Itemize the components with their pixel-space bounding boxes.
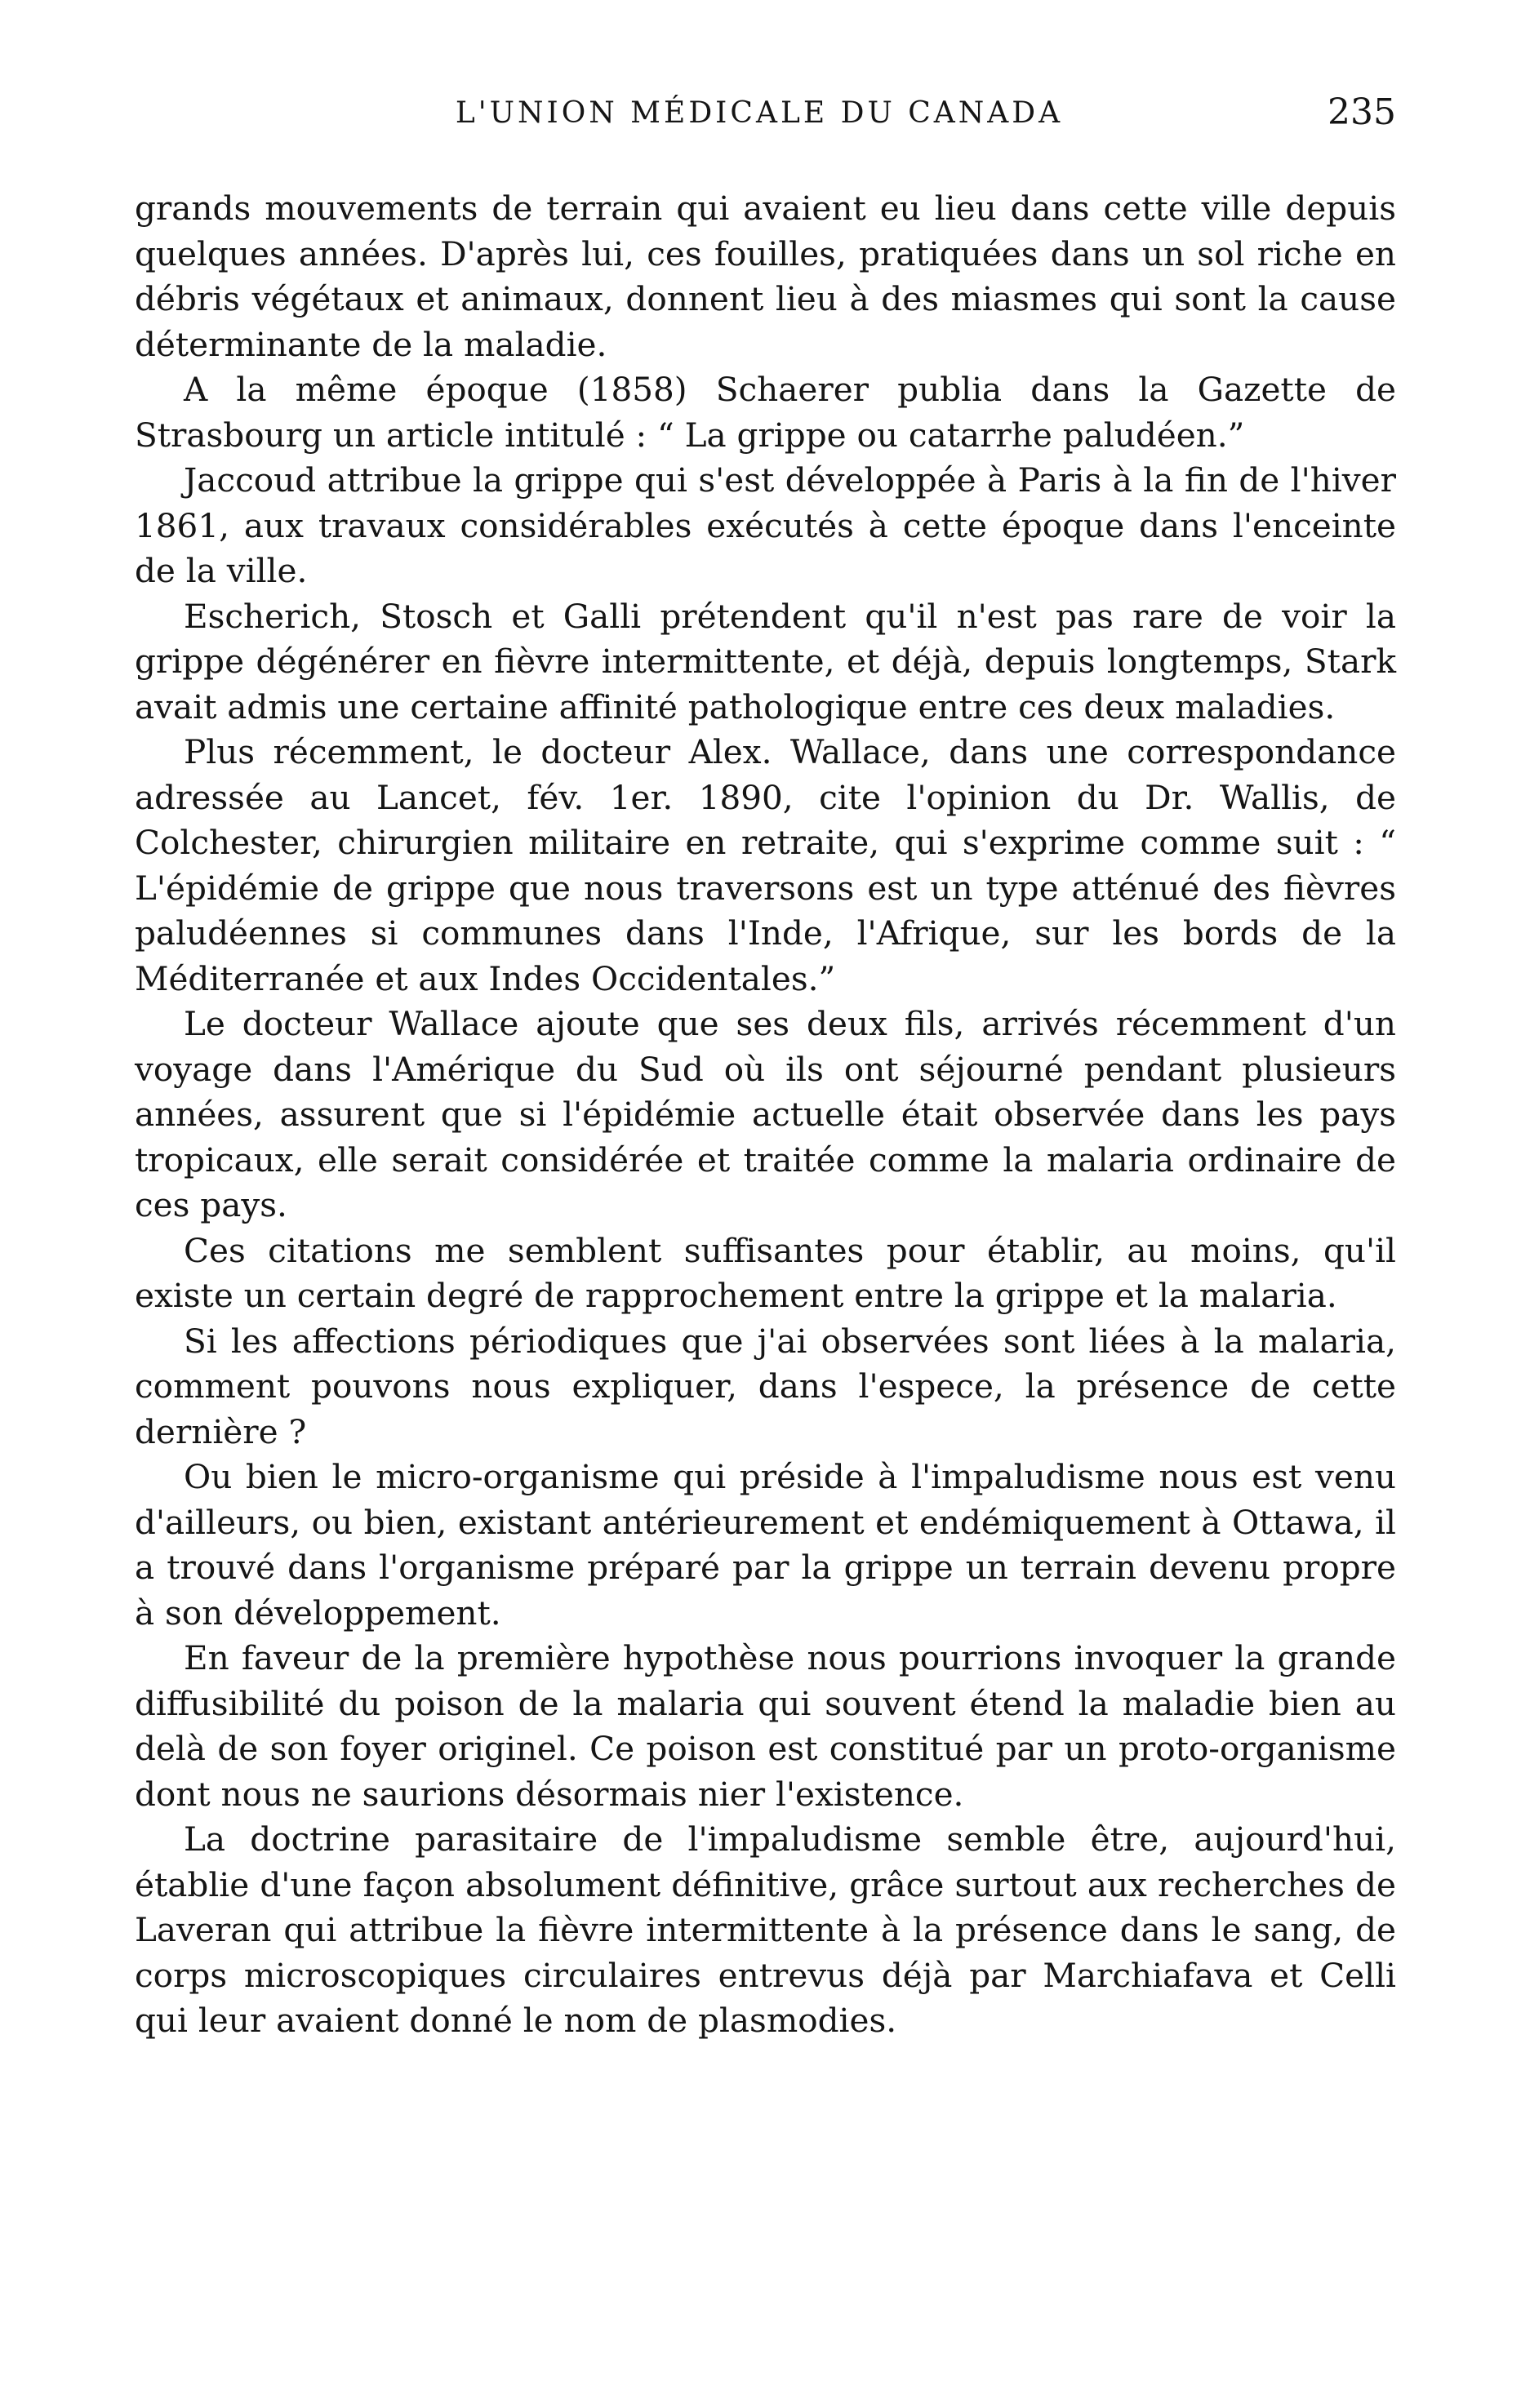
running-head	[122, 91, 1396, 145]
journal-title: L'UNION MÉDICALE DU CANADA	[455, 96, 1064, 130]
paragraph: Ou bien le micro-organisme qui préside à l'impaludisme nous est venu d'ailleurs, ou bien, existant antérieurement et endémiquement à Ottawa, il a trouvé dans l'organisme préparé par la grippe un terrain devenu propre à son développement.	[135, 1457, 1396, 1633]
paragraph: Si les affections périodiques que j'ai observées sont liées à la malaria, comment pouvons nous expliquer, dans l'espece, la présence de cette dernière ?	[135, 1321, 1396, 1451]
paragraph: La doctrine parasitaire de l'impaludisme semble être, aujourd'hui, établie d'une façon absolument définitive, grâce surtout aux recherches de Laveran qui attribue la fièvre intermittente à la présence dans le sang, de corps microscopiques circulaires entrevus déjà par Marchiafava et Celli qui leur avaient donné le nom de plasmodies.	[135, 1819, 1396, 2040]
paragraph: A la même époque (1858) Schaerer publia dans la Gazette de Strasbourg un article intitulé : “ La grippe ou catarrhe paludéen.”	[135, 370, 1396, 455]
paragraph: Le docteur Wallace ajoute que ses deux fils, arrivés récemment d'un voyage dans l'Amérique du Sud où ils ont séjourné pendant plusieurs années, assurent que si l'épidémie actuelle était observée dans les pays tropicaux, elle serait considérée et traitée comme la malaria ordinaire de ces pays.	[135, 1004, 1396, 1224]
paragraph: En faveur de la première hypothèse nous pourrions invoquer la grande diffusibilité du poison de la malaria qui souvent étend la maladie bien au delà de son foyer originel. Ce poison est constitué par un proto-organisme dont nous ne saurions désormais nier l'existence.	[135, 1638, 1396, 1814]
paragraph: Ces citations me semblent suffisantes pour établir, au moins, qu'il existe un certain degré de rapprochement entre la grippe et la malaria.	[135, 1230, 1396, 1315]
paragraph: grands mouvements de terrain qui avaient eu lieu dans cette ville depuis quelques années. D'après lui, ces fouilles, pratiquées dans un sol riche en débris végétaux et animaux, donnent lieu à des miasmes qui sont la cause déterminante de la maladie.	[135, 189, 1396, 364]
body-text	[135, 186, 1396, 2044]
paragraph: Plus récemment, le docteur Alex. Wallace, dans une correspondance adressée au Lancet, fév. 1er. 1890, cite l'opinion du Dr. Wallis, de Colchester, chirurgien militaire en retraite, qui s'exprime comme suit : “ L'épidémie de grippe que nous traversons est un type atténué des fièvres paludéennes si communes dans l'Inde, l'Afrique, sur les bords de la Méditerranée et aux Indes Occidentales.”	[135, 732, 1396, 998]
paragraph: Escherich, Stosch et Galli prétendent qu'il n'est pas rare de voir la grippe dégénérer en fièvre intermittente, et déjà, depuis longtemps, Stark avait admis une certaine affinité pathologique entre ces deux maladies.	[135, 596, 1396, 726]
page-number: 235	[1328, 91, 1396, 133]
paragraph: Jaccoud attribue la grippe qui s'est développée à Paris à la fin de l'hiver 1861, aux travaux considérables exécutés à cette époque dans l'enceinte de la ville.	[135, 460, 1396, 590]
